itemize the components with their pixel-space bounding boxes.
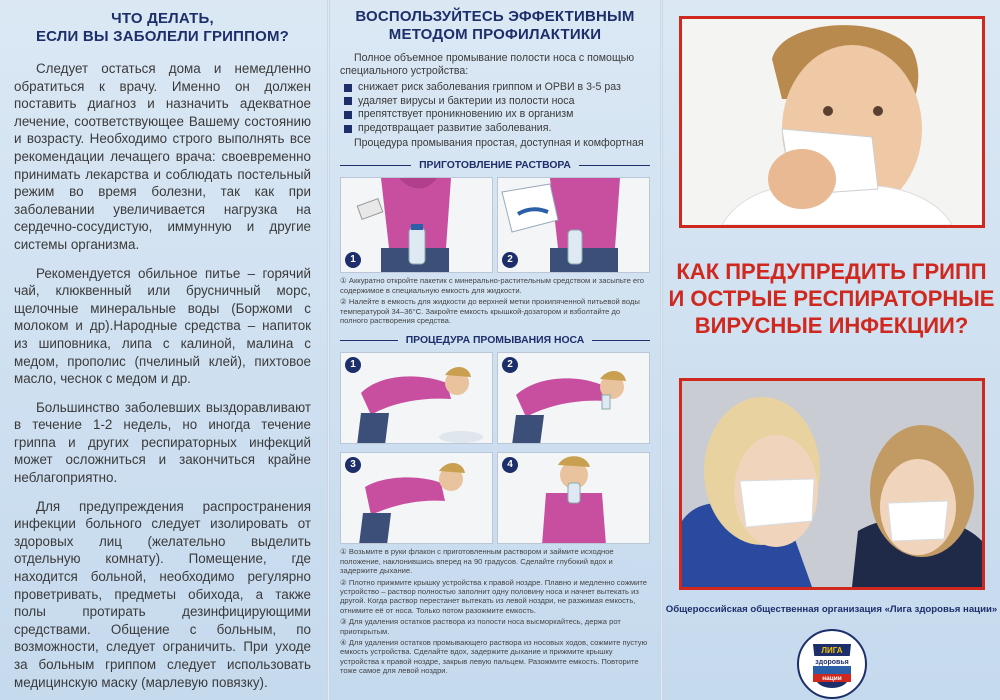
woman-pouring-sachet-illustration [341,178,493,273]
middle-title [340,8,650,44]
girls-wearing-masks-illustration [682,381,982,587]
shield-logo-icon [791,618,873,700]
procedure-step-4: ④ Для удаления остатков промывающего раствора из носовых ходов, сожмите пустую емкость устройства. Сделайте вдох, задержите дыхание и прижмите крышку устройства к правой ноздре, закрыв левую пальцем. Разожмите емкость. Повторите тоже самое для левой ноздри. [340,638,648,676]
bullet-square-icon [344,125,352,133]
headline-line1: КАК ПРЕДУПРЕДИТЬ ГРИПП [676,259,987,284]
procedure-photo-4 [497,452,650,544]
divider [579,165,650,166]
preparation-step-2: ② Налейте в емкость для жидкости до верхней метки прокипяченной питьевой воды температурой 34–36°С. Закройте емкость крышкой-дозатором и взболтайте до полного растворения средства. [340,297,640,325]
bullet-square-icon [344,84,352,92]
main-headline [663,258,1000,339]
logo-word-3: нации [822,675,842,682]
bullet-text: предотвращает развитие заболевания. [358,121,552,134]
section-header-procedure [340,335,650,346]
benefits-list [344,81,650,135]
preparation-step-1: ① Аккуратно откройте пакетик с минерально-растительным средством и засыпьте его содержимое в специальную емкость для жидкости. [340,276,644,295]
section-title: ПРИГОТОВЛЕНИЕ РАСТВОРА [419,160,571,172]
list-item [344,81,650,95]
procedure-instructions [340,547,650,675]
woman-pouring-water-illustration [498,178,650,273]
section-title: ПРОЦЕДУРА ПРОМЫВАНИЯ НОСА [405,335,585,347]
section-header-preparation [340,160,650,171]
woman-rinsing-nose-illustration [498,353,650,444]
left-title-line2: ЕСЛИ ВЫ ЗАБОЛЕЛИ ГРИППОМ? [35,28,290,45]
divider [340,165,411,166]
step-number-badge: 2 [502,252,518,268]
woman-upright-with-device-illustration [498,453,650,544]
middle-intro: Полное объемное промывание полости носа с помощью специального устройства: [340,52,635,77]
middle-title-line2: МЕТОДОМ ПРОФИЛАКТИКИ [388,26,602,43]
step-number-badge: 1 [345,252,361,268]
bullet-text: снижает риск заболевания гриппом и ОРВИ в 3-5 раз [358,81,621,93]
left-paragraph-4: Для предупреждения распространения инфекции больного следует изолировать от здоровых лиц (желательно выделить отдельную комнату). Помещение, где находится больной, необходимо регулярно проветривать, предметы обихода, а также полы протирать дезинфицирующими средствами. Общение с больным, по возможности, следует ограничить. При уходе за больным гриппом следует использовать медицинскую маску (марлевую повязку). [14,498,311,690]
headline-line2: И ОСТРЫЕ РЕСПИРАТОРНЫЕ [668,286,995,311]
middle-panel [330,0,660,700]
step-number-badge: 4 [502,457,518,473]
middle-note: Процедура промывания простая, доступная и комфортная [354,137,644,150]
liga-zdorovya-logo [791,618,873,700]
preparation-instructions [340,276,650,325]
procedure-step-3: ③ Для удаления остатков раствора из полости носа высморкайтесь, держа рот приоткрытым. [340,617,621,636]
bullet-text: препятствует проникновению их в организм [358,108,574,121]
bullet-square-icon [344,97,352,105]
middle-title-line1: ВОСПОЛЬЗУЙТЕСЬ ЭФФЕКТИВНЫМ [355,8,635,25]
left-title [14,10,311,46]
right-panel [663,0,1000,700]
boy-photo [679,16,985,228]
left-paragraph-3: Большинство заболевших выздоравливают в течение 1-2 недель, но иногда течение гриппа и других респираторных инфекций может осложниться и закончиться крайне неблагоприятно. [14,399,311,486]
procedure-photo-3 [340,452,493,544]
procedure-step-2: ② Плотно прижмите крышку устройства к правой ноздре. Плавно и медленно сожмите устройство – раствор полностью заполнит одну половину носа и начнет вытекать из другой. Когда раствор перестанет вытекать из левой ноздри, не разжимая емкость, отнимите её от носа. Только потом разожмите емкость. [340,577,647,615]
procedure-photos [340,352,650,544]
headline-line3: ВИРУСНЫЕ ИНФЕКЦИИ? [694,313,969,338]
list-item [344,108,650,122]
procedure-photo-1 [340,352,493,444]
divider [592,340,650,341]
left-paragraph-2: Рекомендуется обильное питье – горячий чай, клюквенный или брусничный морс, щелочные минеральные воды (Боржоми с молоком и др).Народные средства – напиток из шиповника, липа с калиной, малина с медом, прополис (пчелиный клей), пихтовое масло, чеснок с медом и др. [14,265,311,387]
left-paragraph-1: Следует остаться дома и немедленно обратиться к врачу. Именно он должен поставить диагноз и назначить адекватное лечение, соответствующее Вашему состоянию и возрасту. Необходимо строго выполнять все рекомендации лечащего врача: своевременно принимать лекарства и соблюдать постельный режим во время болезни, так как при заболевании увеличивается нагрузка на сердечно-сосудистую, иммунную и другие системы организма. [14,61,311,252]
step-number-badge: 2 [502,357,518,373]
step-number-badge: 3 [345,457,361,473]
preparation-photo-1 [340,177,493,273]
logo-word-2: здоровья [815,659,849,666]
step-number-badge: 1 [345,357,361,373]
procedure-step-1: ① Возьмите в руки флакон с приготовленным раствором и займите исходное положение, наклонившись вперед на 90 градусов. Сделайте глубокий вдох и задержите дыхание. [340,547,614,576]
boy-with-tissue-illustration [682,19,982,225]
bullet-square-icon [344,111,352,119]
woman-bending-illustration [341,353,493,444]
divider [340,340,398,341]
girls-in-masks-photo [679,378,985,590]
organization-name: Общероссийская общественная организация «Лига здоровья нации» [665,604,998,615]
left-body [14,60,311,691]
preparation-photo-2 [497,177,650,273]
list-item [344,122,650,136]
left-title-line1: ЧТО ДЕЛАТЬ, [111,10,214,27]
list-item [344,95,650,109]
preparation-photos [340,177,650,273]
bullet-text: удаляет вирусы и бактерии из полости носа [358,94,575,107]
logo-word-1: ЛИГА [821,646,843,655]
woman-blowing-nose-illustration [341,453,493,544]
procedure-photo-2 [497,352,650,444]
left-panel [0,0,327,700]
